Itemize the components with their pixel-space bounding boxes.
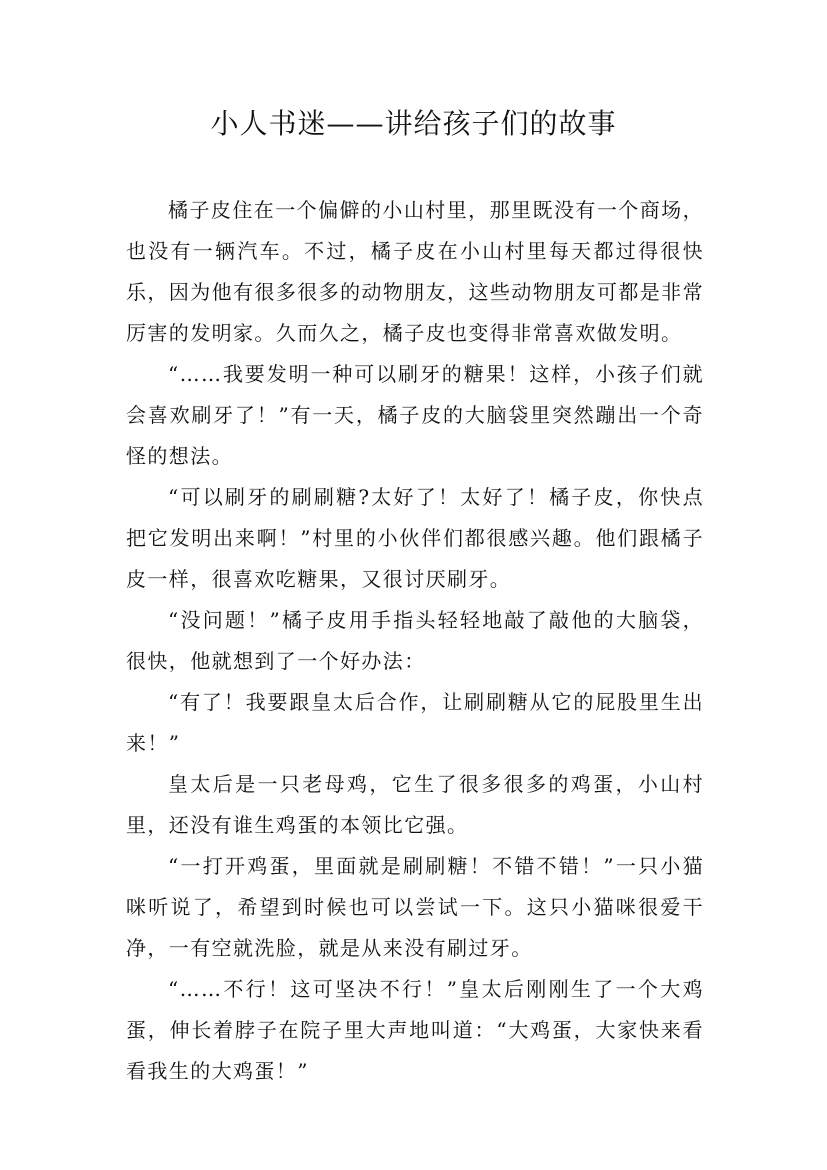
paragraph-3: “可以刷牙的刷刷糖?太好了！太好了！橘子皮，你快点把它发明出来啊！”村里的小伙伴们都很感兴趣。他们跟橘子皮一样，很喜欢吃糖果，又很讨厌刷牙。	[126, 485, 704, 591]
paragraph-5: “有了！我要跟皇太后合作，让刷刷糖从它的屁股里生出来！”	[126, 690, 704, 755]
story-body	[126, 190, 704, 1092]
paragraph-7: “一打开鸡蛋，里面就是刷刷糖！不错不错！”一只小猫咪听说了，希望到时候也可以尝试一下。这只小猫咪很爱干净，一有空就洗脸，就是从来没有刷过牙。	[126, 854, 704, 960]
page-title: 小人书迷——讲给孩子们的故事	[210, 107, 617, 140]
paragraph-1: 橘子皮住在一个偏僻的小山村里，那里既没有一个商场，也没有一辆汽车。不过，橘子皮在小山村里每天都过得很快乐，因为他有很多很多的动物朋友，这些动物朋友可都是非常厉害的发明家。久而久之，橘子皮也变得非常喜欢做发明。	[126, 198, 704, 345]
paragraph-4: “没问题！”橘子皮用手指头轻轻地敲了敲他的大脑袋，很快，他就想到了一个好办法：	[126, 608, 704, 673]
paragraph-2: “……我要发明一种可以刷牙的糖果！这样，小孩子们就会喜欢刷牙了！”有一天，橘子皮的大脑袋里突然蹦出一个奇怪的想法。	[126, 362, 704, 468]
paragraph-6: 皇太后是一只老母鸡，它生了很多很多的鸡蛋，小山村里，还没有谁生鸡蛋的本领比它强。	[126, 772, 704, 837]
paragraph-8: “……不行！这可坚决不行！”皇太后刚刚生了一个大鸡蛋，伸长着脖子在院子里大声地叫道：“大鸡蛋，大家快来看看我生的大鸡蛋！”	[126, 977, 704, 1083]
